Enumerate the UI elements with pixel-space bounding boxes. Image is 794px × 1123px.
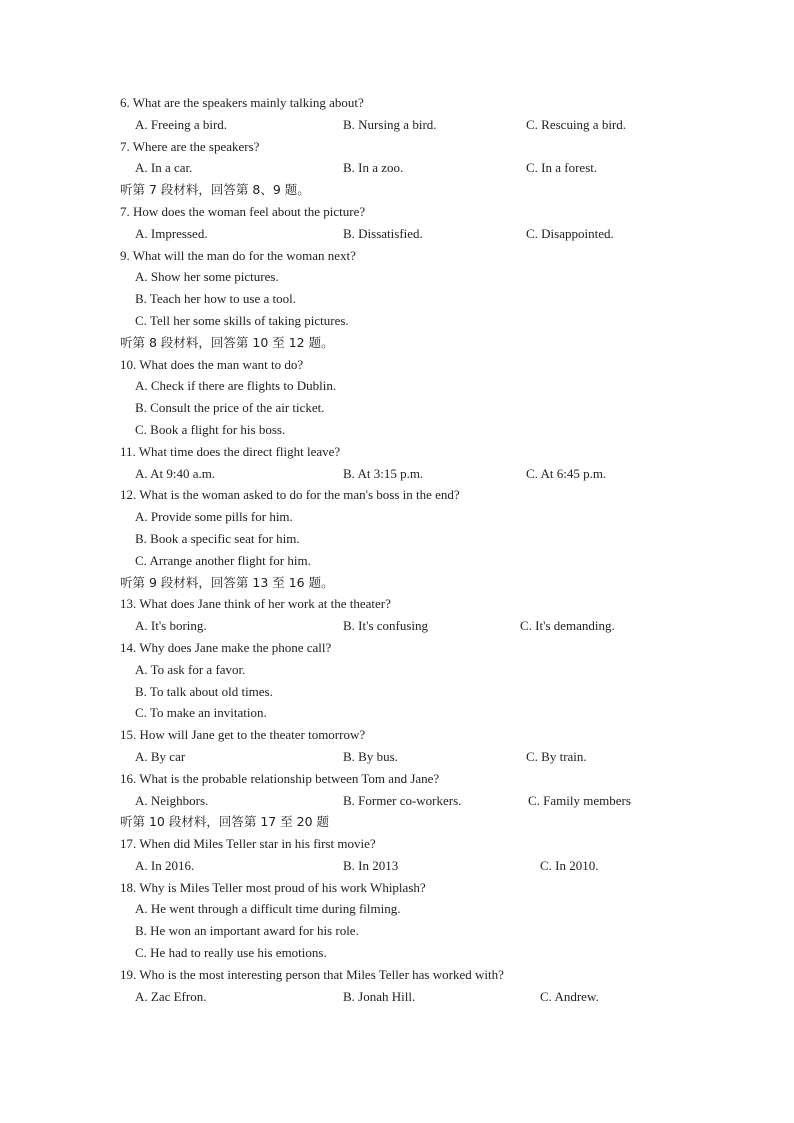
answer-option: A. Zac Efron. [135, 988, 207, 1004]
answer-option: B. In 2013 [343, 857, 399, 873]
answer-option: A. Freeing a bird. [135, 116, 228, 132]
question-line [0, 877, 794, 899]
answer-option: B. By bus. [343, 748, 398, 764]
question-line [0, 593, 794, 615]
question-text: 17. When did Miles Teller star in his first movie? [120, 836, 376, 852]
answer-option: C. In 2010. [540, 857, 599, 873]
option-line [0, 419, 794, 441]
option-line [0, 397, 794, 419]
options-row [0, 746, 794, 768]
question-line [0, 136, 794, 158]
answer-option: A. Provide some pills for him. [135, 509, 293, 525]
options-row [0, 223, 794, 245]
question-line [0, 833, 794, 855]
section-heading [0, 179, 794, 201]
option-line [0, 506, 794, 528]
option-line [0, 659, 794, 681]
question-text: 10. What does the man want to do? [120, 356, 304, 372]
options-row [0, 114, 794, 136]
section-heading [0, 332, 794, 354]
answer-option: B. Former co-workers. [343, 792, 462, 808]
question-text: 7. How does the woman feel about the picture? [120, 203, 366, 219]
question-text: 7. Where are the speakers? [120, 138, 260, 154]
options-row [0, 463, 794, 485]
option-line [0, 528, 794, 550]
option-line [0, 375, 794, 397]
answer-option: A. In 2016. [135, 857, 195, 873]
answer-option: C. He had to really use his emotions. [135, 945, 327, 961]
answer-option: B. It's confusing [343, 618, 429, 634]
question-text: 12. What is the woman asked to do for the man's boss in the end? [120, 487, 460, 503]
option-line [0, 681, 794, 703]
option-line [0, 310, 794, 332]
answer-option: C. It's demanding. [520, 618, 615, 634]
answer-option: C. At 6:45 p.m. [526, 465, 607, 481]
section-text: 听第 7 段材料，回答第 8、9 题。 [120, 182, 310, 198]
options-row [0, 986, 794, 1008]
question-line [0, 245, 794, 267]
answer-option: A. To ask for a favor. [135, 661, 246, 677]
answer-option: B. To talk about old times. [135, 683, 273, 699]
question-line [0, 92, 794, 114]
section-heading [0, 811, 794, 833]
answer-option: C. Book a flight for his boss. [135, 421, 286, 437]
answer-option: A. It's boring. [135, 618, 207, 634]
question-text: 13. What does Jane think of her work at the theater? [120, 596, 391, 612]
answer-option: C. Family members [528, 792, 631, 808]
option-line [0, 920, 794, 942]
section-text: 听第 8 段材料，回答第 10 至 12 题。 [120, 334, 334, 350]
option-line [0, 266, 794, 288]
answer-option: C. Tell her some skills of taking pictures. [135, 312, 349, 328]
answer-option: B. He won an important award for his role. [135, 923, 359, 939]
answer-option: C. Rescuing a bird. [526, 116, 627, 132]
answer-option: C. By train. [526, 748, 587, 764]
answer-option: A. Impressed. [135, 225, 208, 241]
answer-option: A. Check if there are flights to Dublin. [135, 378, 337, 394]
answer-option: B. Teach her how to use a tool. [135, 291, 296, 307]
options-row [0, 855, 794, 877]
exam-page [0, 92, 794, 1007]
answer-option: A. Neighbors. [135, 792, 209, 808]
option-line [0, 702, 794, 724]
question-line [0, 441, 794, 463]
question-text: 15. How will Jane get to the theater tomorrow? [120, 727, 366, 743]
question-text: 6. What are the speakers mainly talking about? [120, 95, 364, 110]
section-text: 听第 10 段材料，回答第 17 至 20 题 [120, 814, 330, 830]
answer-option: A. He went through a difficult time during filming. [135, 901, 401, 917]
question-text: 9. What will the man do for the woman next? [120, 247, 356, 263]
option-line [0, 898, 794, 920]
answer-option: B. Dissatisfied. [343, 225, 423, 241]
options-row [0, 790, 794, 812]
answer-option: B. Jonah Hill. [343, 988, 416, 1004]
answer-option: C. Andrew. [540, 988, 599, 1004]
answer-option: C. In a forest. [526, 160, 598, 176]
options-row [0, 615, 794, 637]
question-line [0, 484, 794, 506]
answer-option: B. In a zoo. [343, 160, 404, 176]
question-text: 11. What time does the direct flight leave? [120, 443, 341, 459]
answer-option: A. Show her some pictures. [135, 269, 279, 285]
answer-option: C. Arrange another flight for him. [135, 552, 311, 568]
option-line [0, 942, 794, 964]
question-line [0, 354, 794, 376]
question-text: 14. Why does Jane make the phone call? [120, 639, 332, 655]
question-line [0, 768, 794, 790]
answer-option: B. Consult the price of the air ticket. [135, 400, 325, 416]
section-heading [0, 572, 794, 594]
answer-option: C. Disappointed. [526, 225, 614, 241]
question-line [0, 964, 794, 986]
answer-option: B. Nursing a bird. [343, 116, 437, 132]
question-line [0, 724, 794, 746]
question-line [0, 637, 794, 659]
answer-option: A. At 9:40 a.m. [135, 465, 216, 481]
answer-option: A. In a car. [135, 160, 193, 176]
option-line [0, 550, 794, 572]
question-line [0, 201, 794, 223]
answer-option: B. At 3:15 p.m. [343, 465, 424, 481]
question-text: 16. What is the probable relationship between Tom and Jane? [120, 770, 440, 786]
question-text: 18. Why is Miles Teller most proud of his work Whiplash? [120, 879, 426, 895]
section-text: 听第 9 段材料，回答第 13 至 16 题。 [120, 574, 334, 590]
option-line [0, 288, 794, 310]
answer-option: C. To make an invitation. [135, 705, 267, 721]
answer-option: A. By car [135, 748, 186, 764]
options-row [0, 157, 794, 179]
answer-option: B. Book a specific seat for him. [135, 530, 300, 546]
question-text: 19. Who is the most interesting person that Miles Teller has worked with? [120, 966, 504, 982]
